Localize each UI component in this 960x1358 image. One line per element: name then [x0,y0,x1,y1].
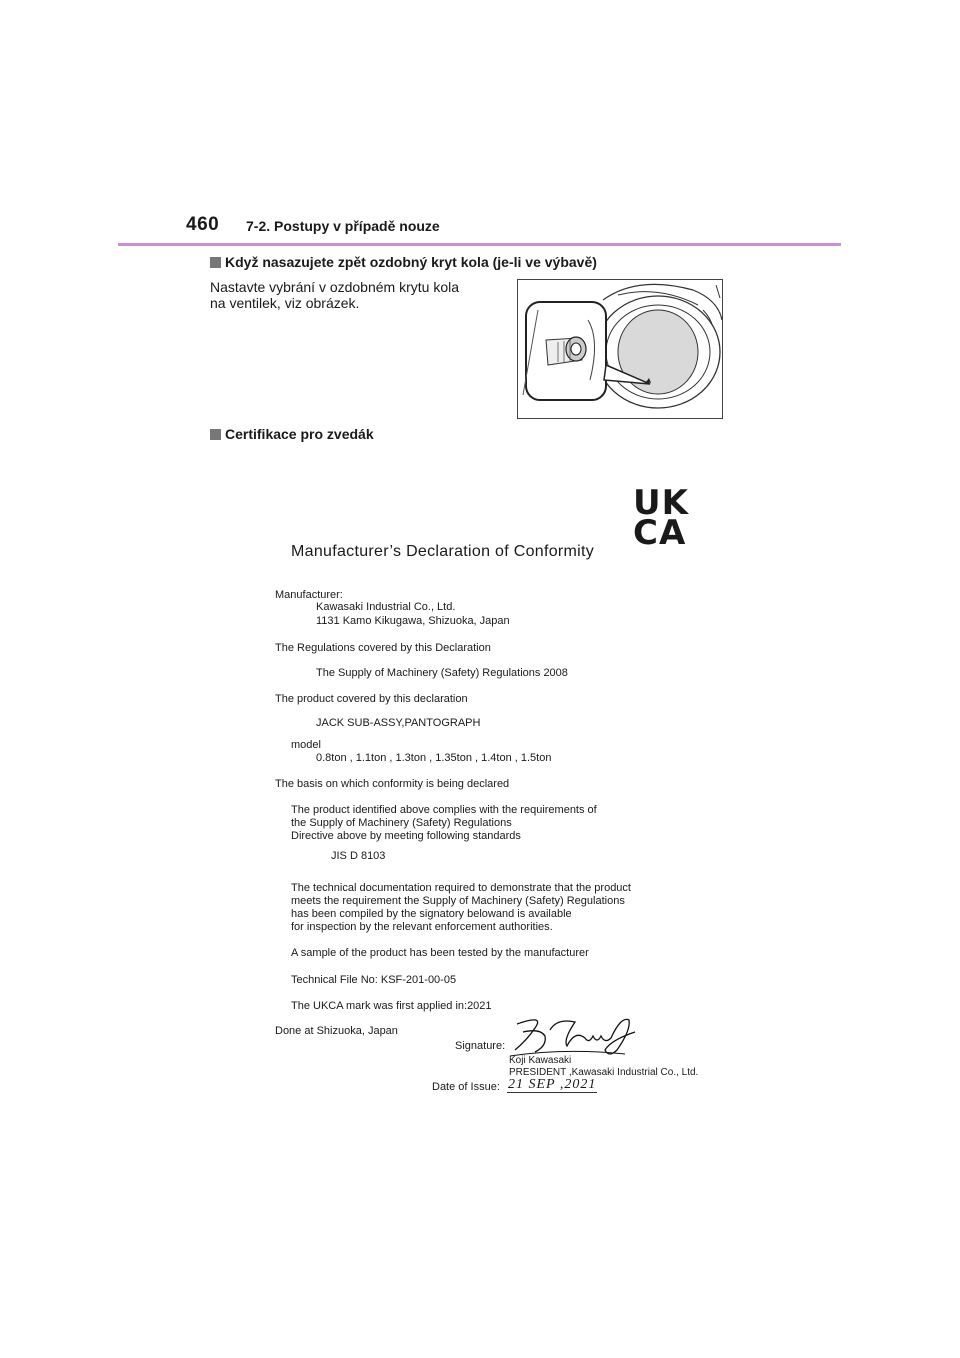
signer-name: Koji Kawasaki [509,1055,572,1066]
standard: JIS D 8103 [331,850,386,862]
page-number: 460 [186,214,220,235]
basis-line-2: the Supply of Machinery (Safety) Regulations [291,817,512,829]
wheel-cover-heading [210,254,597,270]
date-of-issue-label: Date of Issue: [432,1081,500,1093]
signer-title: PRESIDENT ,Kawasaki Industrial Co., Ltd. [509,1067,699,1078]
date-of-issue-value: 21 SEP ,2021 [508,1077,597,1092]
models: 0.8ton , 1.1ton , 1.3ton , 1.35ton , 1.4ton , 1.5ton [316,752,552,764]
certificate-title: Manufacturer’s Declaration of Conformity [291,543,595,560]
ukca-mark [633,483,689,553]
jack-certification-heading-text: Certifikace pro zvedák [225,426,374,442]
basis-label: The basis on which conformity is being declared [275,778,510,790]
tech-doc-line-1: The technical documentation required to demonstrate that the product [291,882,631,894]
date-underline [507,1092,597,1093]
tech-doc-line-3: has been compiled by the signatory belowand is available [291,908,572,920]
wheel-cover-instructions: Nastavte vybrání v ozdobném krytu kola na ventilek, viz obrázek. [210,279,460,311]
product: JACK SUB-ASSY,PANTOGRAPH [316,717,481,729]
wheel-cover-valve-illustration [517,279,723,419]
tech-file-number: Technical File No: KSF-201-00-05 [291,974,457,986]
ukca-mark-line2: CA [633,513,687,553]
regulations-label: The Regulations covered by this Declaration [275,642,491,654]
ukca-applied-year: The UKCA mark was first applied in:2021 [291,1000,492,1012]
section-title: 7-2. Postupy v případě nouze [246,218,440,234]
basis-line-1: The product identified above complies with the requirements of [291,804,597,816]
tech-doc-line-2: meets the requirement the Supply of Machinery (Safety) Regulations [291,895,625,907]
tech-doc-line-4: for inspection by the relevant enforcement authorities. [291,921,553,933]
signature-label: Signature: [455,1040,506,1052]
manufacturer-label: Manufacturer: [275,589,343,601]
basis-line-3: Directive above by meeting following standards [291,830,521,842]
manufacturer-address: 1131 Kamo Kikugawa, Shizuoka, Japan [316,615,510,627]
sample-text: A sample of the product has been tested by the manufacturer [291,947,589,959]
product-label: The product covered by this declaration [275,693,468,705]
done-at: Done at Shizuoka, Japan [275,1025,398,1037]
regulation: The Supply of Machinery (Safety) Regulations 2008 [316,667,568,679]
ukca-mark-line1: UK [633,483,689,523]
wheel-cover-heading-text: Když nasazujete zpět ozdobný kryt kola (je-li ve výbavě) [225,254,597,270]
bullet-square-icon [210,429,221,440]
bullet-square-icon [210,257,221,268]
model-label: model [291,739,321,751]
header-divider [118,243,841,246]
manufacturer-name: Kawasaki Industrial Co., Ltd. [316,601,456,613]
jack-certification-heading [210,426,374,442]
